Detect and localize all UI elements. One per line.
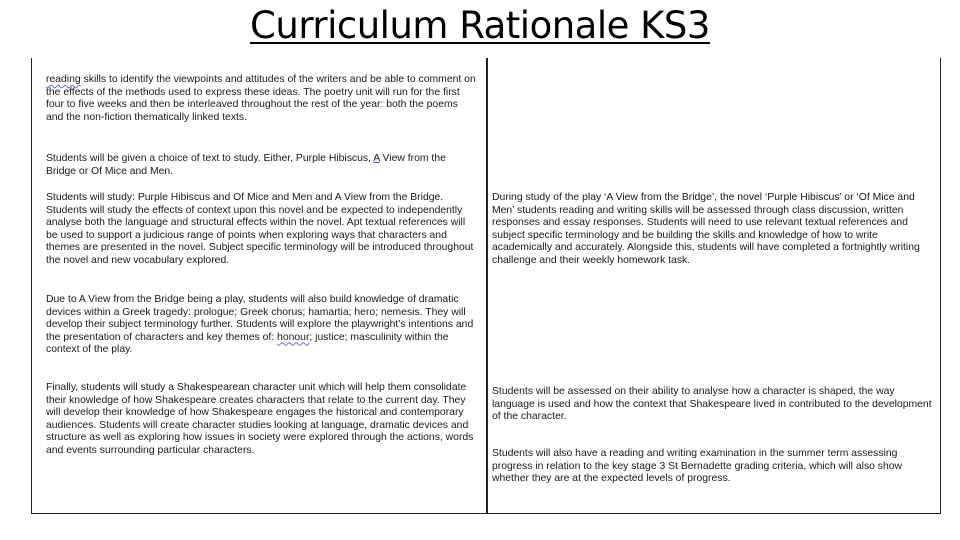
- paragraph-text: Students will also have a reading and writing examination in the summer term assessing progress in relation to the key stage 3 St Bernadette grading criteria, which will also show whether they are at the expected levels of progress.: [492, 448, 903, 484]
- paragraph-text: Students will study: Purple Hibiscus and Of Mice and Men and A View from the Bridge. Students will study the effects of context upon this novel and be expected to independently analyse both the language and structural effects within the novel. Apt textual references will be used to support a judicious range of points when exploring ways that characters and themes are presented in the novel. Subject specific terminology will be introduced throughout the novel and new vocabulary explored.: [46, 192, 474, 266]
- paragraph-text: skills to identify the viewpoints and attitudes of the writers and be able to comment on the effects of the methods used to express these ideas. The poetry unit will run for the first four to five weeks and then be interleaved throughout the rest of the year: both the poems and the non-fiction thematically linked texts.: [46, 74, 476, 123]
- left-paragraph-novel-study: [46, 192, 478, 267]
- paragraph-text: View from the Bridge or Of Mice and Men.: [46, 153, 446, 177]
- column-divider: [486, 58, 488, 514]
- spellcheck-word: reading: [46, 74, 81, 85]
- left-paragraph-shakespeare: [46, 382, 478, 457]
- left-paragraph-text-choice: [46, 153, 478, 178]
- left-paragraph-drama: [46, 294, 478, 357]
- underlined-word: A: [373, 153, 380, 164]
- paragraph-text: Finally, students will study a Shakespearean character unit which will help them consolidate their knowledge of how Shakespeare creates characters that relate to the current day. They will develop their knowledge of how Shakespeare engages the historical and contemporary audiences. Students will create character studies looking at language, dramatic devices and structure as well as exploring how issues in society were explored through the actions, words and events surrounding particular characters.: [46, 382, 474, 456]
- paragraph-text: Students will be given a choice of text to study. Either, Purple Hibiscus,: [46, 153, 374, 164]
- paragraph-text: Due to A View from the Bridge being a play, students will also build knowledge of dramatic devices within a Greek tragedy: prologue; Greek chorus; hamartia; hero; nemesis. They will develop their subject terminology further. Students will explore the playwright’s intentions and the presentation of characters and key themes of:: [46, 294, 474, 343]
- paragraph-text: During study of the play ‘A View from the Bridge’, the novel ‘Purple Hibiscus’ or ‘Of Mice and Men’ students reading and writing skills will be assessed through class discussion, written responses and essay responses. Students will need to use relevant textual references and subject specific terminology and be building the skills and knowledge of how to write academically and accurately. Alongside this, students will have completed a fortnightly writing challenge and their weekly homework task.: [492, 192, 920, 266]
- left-paragraph-reading-skills: [46, 74, 478, 124]
- right-paragraph-examination: [492, 448, 934, 486]
- paragraph-text: Students will be assessed on their ability to analyse how a character is shaped, the way language is used and how the context that Shakespeare lived in contributed to the development of the character.: [492, 386, 932, 422]
- spellcheck-word: honour: [277, 331, 310, 343]
- right-paragraph-assessment: [492, 192, 934, 267]
- page-title: Curriculum Rationale KS3: [250, 4, 710, 47]
- right-paragraph-character-assessment: [492, 386, 934, 424]
- paragraph-text: ; justice; masculinity within the context of the play.: [46, 331, 449, 355]
